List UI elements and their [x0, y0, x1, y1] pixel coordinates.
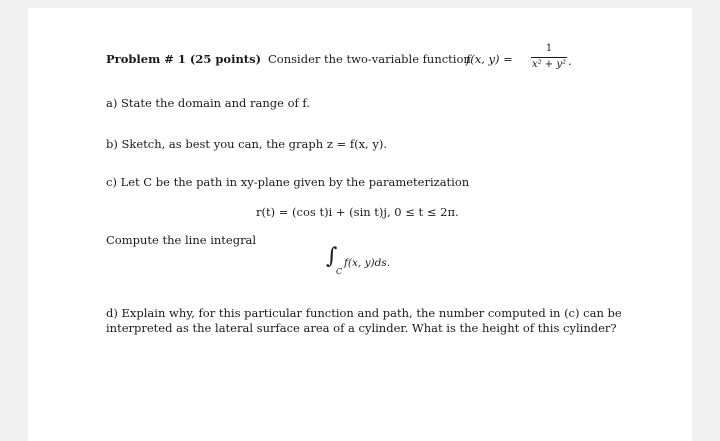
- part-c-intro: c) Let C be the path in xy-plane given by the parameterization: [106, 175, 470, 189]
- fraction-denominator: x² + y²: [531, 59, 567, 70]
- part-b: b) Sketch, as best you can, the graph z = f(x, y).: [106, 137, 388, 151]
- part-a: a) State the domain and range of f.: [106, 96, 310, 110]
- part-d-line2: interpreted as the lateral surface area of a cylinder. What is the height of this cylinder?: [106, 321, 617, 335]
- document-page: [28, 8, 692, 441]
- fraction-numerator: 1: [545, 43, 553, 54]
- problem-intro: Consider the two-variable function: [268, 52, 471, 66]
- part-d-line1: d) Explain why, for this particular function and path, the number computed in (c) can be: [106, 306, 622, 320]
- problem-heading: Problem # 1 (25 points): [106, 52, 262, 66]
- integrand: f(x, y)ds.: [344, 257, 391, 269]
- part-c-compute: Compute the line integral: [106, 233, 257, 247]
- integral-subscript: C: [336, 267, 343, 276]
- fraction-period: .: [568, 54, 572, 68]
- fraction-bar: [531, 57, 567, 58]
- integral-sign: ∫: [326, 244, 338, 269]
- function-lhs: f(x, y) =: [466, 52, 513, 66]
- part-c-parameterization: r(t) = (cos t)i + (sin t)j, 0 ≤ t ≤ 2π.: [256, 205, 459, 219]
